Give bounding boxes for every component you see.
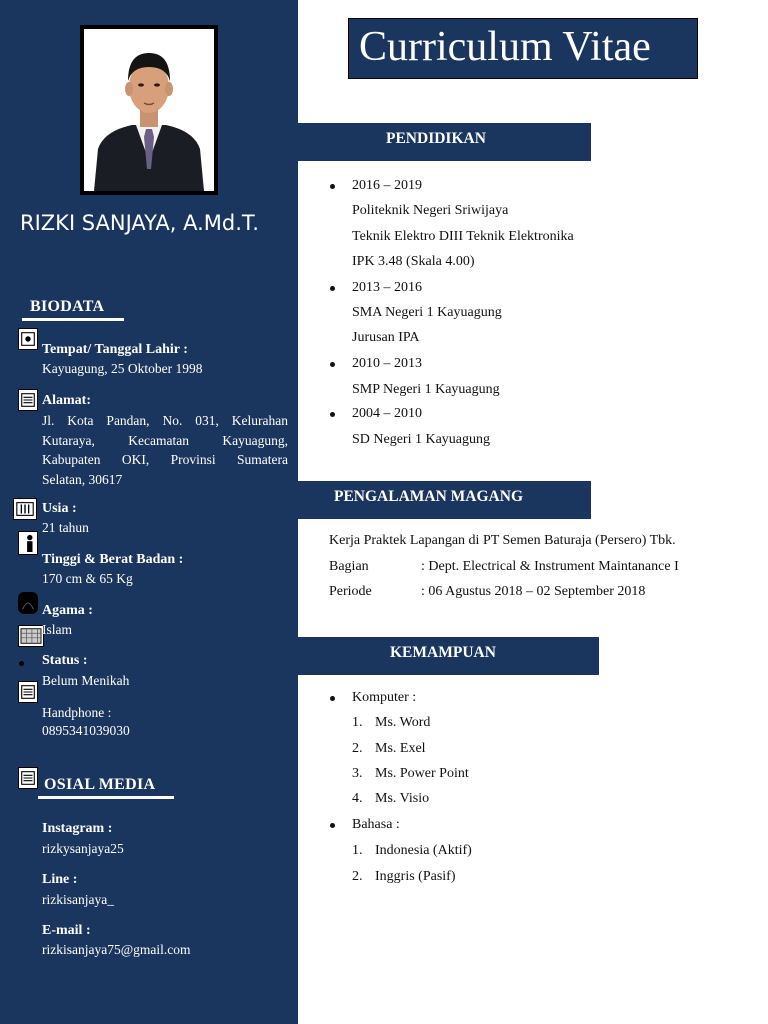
internship-period-value: : 06 Agustus 2018 – 02 September 2018 bbox=[421, 584, 646, 599]
education-line: Politeknik Negeri Sriwijaya bbox=[352, 203, 509, 218]
status-bullet bbox=[19, 661, 24, 666]
list-number: 1. bbox=[352, 843, 363, 858]
education-heading: PENDIDIKAN bbox=[386, 130, 486, 147]
address-value bbox=[42, 411, 288, 489]
phone-value: 0895341039030 bbox=[42, 723, 130, 738]
language-item: Indonesia (Aktif) bbox=[375, 843, 472, 858]
social-underline bbox=[38, 796, 174, 799]
list-number: 1. bbox=[352, 715, 363, 730]
email-value: rizkisanjaya75@gmail.com bbox=[42, 942, 191, 957]
phone-label: Handphone : bbox=[42, 705, 112, 720]
skill-item: Ms. Power Point bbox=[375, 766, 469, 781]
sidebar bbox=[0, 0, 298, 1024]
instagram-label: Instagram : bbox=[42, 821, 113, 836]
skill-item: Ms. Word bbox=[375, 715, 431, 730]
list-bullet bbox=[330, 184, 335, 189]
skills-computer-label: Komputer : bbox=[352, 690, 417, 705]
list-number: 2. bbox=[352, 869, 363, 884]
education-heading-bar bbox=[298, 123, 591, 161]
internship-dept-value: : Dept. Electrical & Instrument Maintanance I bbox=[421, 559, 679, 574]
education-years: 2004 – 2010 bbox=[352, 406, 422, 421]
skill-item: Ms. Exel bbox=[375, 741, 426, 756]
status-value: Belum Menikah bbox=[42, 673, 130, 688]
grid-icon bbox=[18, 625, 44, 647]
instagram-value: rizkysanjaya25 bbox=[42, 841, 124, 856]
religion-label: Agama : bbox=[42, 603, 93, 618]
biodata-underline bbox=[22, 318, 124, 321]
skill-item: Ms. Visio bbox=[375, 791, 430, 806]
person-icon bbox=[18, 531, 38, 555]
profile-name: RIZKI SANJAYA, A.Md.T. bbox=[20, 211, 259, 235]
education-line: SMA Negeri 1 Kayuagung bbox=[352, 305, 502, 320]
list-bullet bbox=[330, 412, 335, 417]
page-title: Curriculum Vitae bbox=[359, 24, 651, 70]
home-icon bbox=[18, 389, 38, 411]
age-icon bbox=[13, 498, 37, 520]
body-label: Tinggi & Berat Badan : bbox=[42, 552, 184, 567]
education-line: SD Negeri 1 Kayuagung bbox=[352, 432, 491, 447]
line-value: rizkisanjaya_ bbox=[42, 892, 114, 907]
profile-photo bbox=[84, 29, 214, 191]
social-icon bbox=[18, 767, 38, 789]
skills-heading-bar bbox=[298, 637, 599, 675]
birth-value: Kayuagung, 25 Oktober 1998 bbox=[42, 361, 203, 376]
education-line: Jurusan IPA bbox=[352, 330, 420, 345]
education-line: Teknik Elektro DIII Teknik Elektronika bbox=[352, 229, 574, 244]
body-value: 170 cm & 65 Kg bbox=[42, 571, 133, 586]
education-line: IPK 3.48 (Skala 4.00) bbox=[352, 254, 475, 269]
internship-description: Kerja Praktek Lapangan di PT Semen Baturaja (Persero) Tbk. bbox=[329, 533, 676, 548]
religion-icon bbox=[18, 592, 38, 614]
address-label: Alamat: bbox=[42, 393, 91, 408]
social-heading: OSIAL MEDIA bbox=[44, 776, 156, 793]
address-line: Kutaraya, Kecamatan Kayuagung, bbox=[42, 432, 288, 448]
education-line: SMP Negeri 1 Kayuagung bbox=[352, 382, 500, 397]
address-line: Kabupaten OKI, Provinsi Sumatera bbox=[42, 452, 288, 467]
education-years: 2013 – 2016 bbox=[352, 280, 422, 295]
status-label: Status : bbox=[42, 653, 88, 668]
list-bullet bbox=[330, 696, 335, 701]
line-label: Line : bbox=[42, 872, 78, 887]
list-bullet bbox=[330, 286, 335, 291]
religion-value: Islam bbox=[42, 622, 72, 637]
birth-label: Tempat/ Tanggal Lahir : bbox=[42, 342, 188, 357]
address-line: Selatan, 30617 bbox=[42, 471, 123, 487]
list-number: 4. bbox=[352, 791, 363, 806]
list-number: 3. bbox=[352, 766, 363, 781]
email-label: E-mail : bbox=[42, 923, 91, 938]
calendar-icon bbox=[18, 328, 38, 350]
skills-language-label: Bahasa : bbox=[352, 817, 400, 832]
internship-heading: PENGALAMAN MAGANG bbox=[334, 488, 523, 505]
list-bullet bbox=[330, 823, 335, 828]
biodata-heading: BIODATA bbox=[30, 298, 105, 315]
profile-photo-frame bbox=[80, 25, 218, 195]
list-number: 2. bbox=[352, 741, 363, 756]
education-years: 2010 – 2013 bbox=[352, 356, 422, 371]
age-value: 21 tahun bbox=[42, 520, 89, 535]
address-line: Jl. Kota Pandan, No. 031, Kelurahan bbox=[42, 413, 288, 428]
internship-dept-label: Bagian bbox=[329, 559, 369, 574]
internship-period-label: Periode bbox=[329, 584, 372, 599]
age-label: Usia : bbox=[42, 501, 77, 516]
skills-heading: KEMAMPUAN bbox=[390, 644, 496, 661]
phone-icon bbox=[18, 681, 38, 703]
list-bullet bbox=[330, 362, 335, 367]
education-years: 2016 – 2019 bbox=[352, 178, 422, 193]
title-box bbox=[348, 18, 698, 79]
internship-heading-bar bbox=[298, 481, 591, 519]
language-item: Inggris (Pasif) bbox=[375, 869, 456, 884]
